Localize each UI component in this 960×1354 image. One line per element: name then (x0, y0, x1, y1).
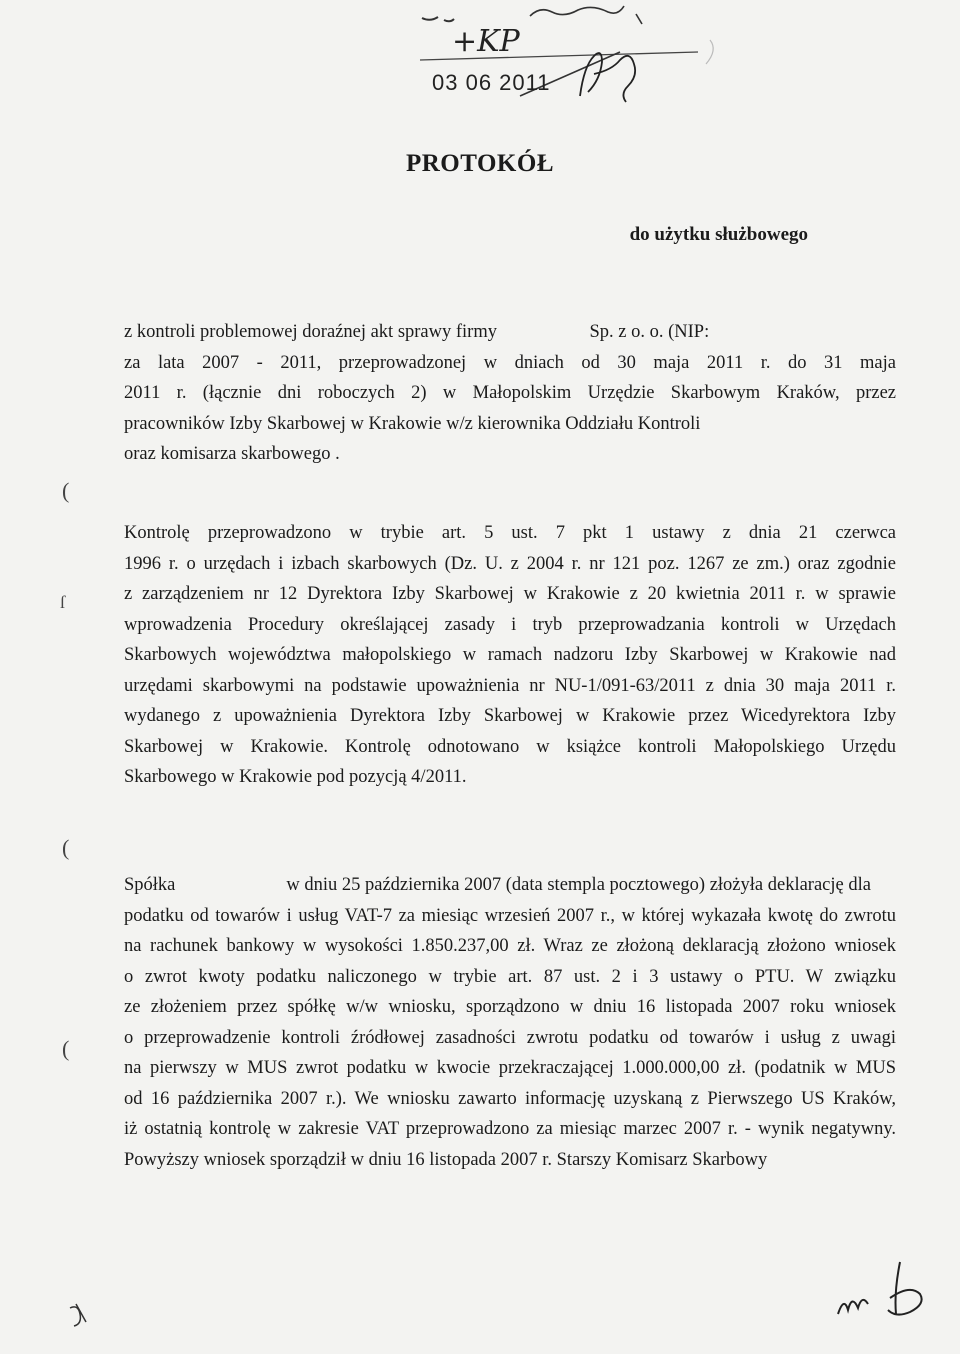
corner-scribble (66, 1300, 96, 1330)
classification-label: do użytku służbowego (629, 224, 808, 245)
text-line: na pierwszy w MUS zwrot podatku w kwocie przekraczającej 1.000.000,00 zł. (podatnik w MUS (124, 1058, 896, 1078)
text-line: Skarbowego w Krakowie pod pozycją 4/2011. (124, 767, 467, 787)
margin-mark: ſ (60, 592, 66, 612)
scribble-icon (66, 1300, 96, 1330)
text-line: podatku od towarów i usług VAT-7 za miesiąc wrzesień 2007 r., w której wykazała kwotę do zwrotu (124, 905, 896, 926)
document-title: PROTOKÓŁ (405, 150, 554, 177)
text-line: od 16 października 2007 r.). We wniosku zawarto informację uzyskaną z Pierwszego US Kraków, (124, 1088, 896, 1109)
text-line: Kontrolę przeprowadzono w trybie art. 5 ust. 7 pkt 1 ustawy z dnia 21 czerwca (124, 523, 896, 543)
text-line: z kontroli problemowej doraźnej akt sprawy firmy Sp. z o. o. (NIP: (124, 322, 710, 342)
text-line: urzędami skarbowymi na podstawie upoważnienia nr NU-1/091-63/2011 z dnia 30 maja 2011 r. (124, 675, 896, 696)
handwritten-initials: +KP (452, 24, 520, 59)
text-line: iż ostatnią kontrolę w zakresie VAT przeprowadzono za miesiąc marzec 2007 r. - wynik negatywny. (124, 1119, 896, 1139)
margin-mark: ( (62, 478, 70, 503)
signature-icon (830, 1250, 950, 1330)
paragraph-vat-refund (124, 870, 896, 1175)
text-line: 1996 r. o urzędach i izbach skarbowych (Dz. U. z 2004 r. nr 121 poz. 1267 ze zm.) oraz zgodnie (124, 553, 896, 574)
text-line: wprowadzenia Procedury określającej zasady i tryb przeprowadzania kontroli w Urzędach (124, 614, 896, 635)
paragraph-legal-basis (124, 518, 896, 793)
text-line: z zarządzeniem nr 12 Dyrektora Izby Skarbowej w Krakowie z 20 kwietnia 2011 r. w sprawie (124, 584, 896, 604)
text-line: Spółka w dniu 25 października 2007 (data stempla pocztowego) złożyła deklarację dla (124, 875, 871, 895)
text-line: o zwrot kwoty podatku naliczonego w trybie art. 87 ust. 2 i 3 ustawy o PTU. W związku (124, 966, 896, 987)
text-line: oraz komisarza skarbowego . (124, 444, 340, 464)
margin-mark: ( (62, 1036, 70, 1061)
handwriting-scribble (380, 0, 720, 120)
text-line: 2011 r. (łącznie dni roboczych 2) w Małopolskim Urzędzie Skarbowym Kraków, przez (124, 383, 896, 403)
text-line: pracowników Izby Skarbowej w Krakowie w/z kierownika Oddziału Kontroli (124, 413, 701, 434)
paragraph-scope (124, 317, 896, 470)
text-line: na rachunek bankowy w wysokości 1.850.237,00 zł. Wraz ze złożoną deklaracją złożono wniosek (124, 936, 896, 956)
text-line: wydanego z upoważnienia Dyrektora Izby Skarbowej w Krakowie przez Wicedyrektora Izby (124, 706, 896, 726)
receipt-stamp (380, 0, 720, 120)
stamp-date: 03 06 2011 (432, 70, 551, 95)
text-line: Powyższy wniosek sporządził w dniu 16 listopada 2007 r. Starszy Komisarz Skarbowy (124, 1149, 768, 1170)
text-line: Skarbowej w Krakowie. Kontrolę odnotowano w książce kontroli Małopolskiego Urzędu (124, 736, 896, 757)
text-line: za lata 2007 - 2011, przeprowadzonej w dniach od 30 maja 2011 r. do 31 maja (124, 352, 896, 373)
text-line: ze złożeniem przez spółkę w/w wniosku, sporządzono w dniu 16 listopada 2007 roku wniosek (124, 997, 896, 1017)
margin-mark: ( (62, 835, 70, 860)
text-line: o przeprowadzenie kontroli źródłowej zasadności zwrotu podatku od towarów i usług z uwagi (124, 1027, 896, 1048)
text-line: Skarbowych województwa małopolskiego w ramach nadzoru Izby Skarbowej w Krakowie nad (124, 645, 896, 665)
signature-initials (830, 1250, 950, 1330)
